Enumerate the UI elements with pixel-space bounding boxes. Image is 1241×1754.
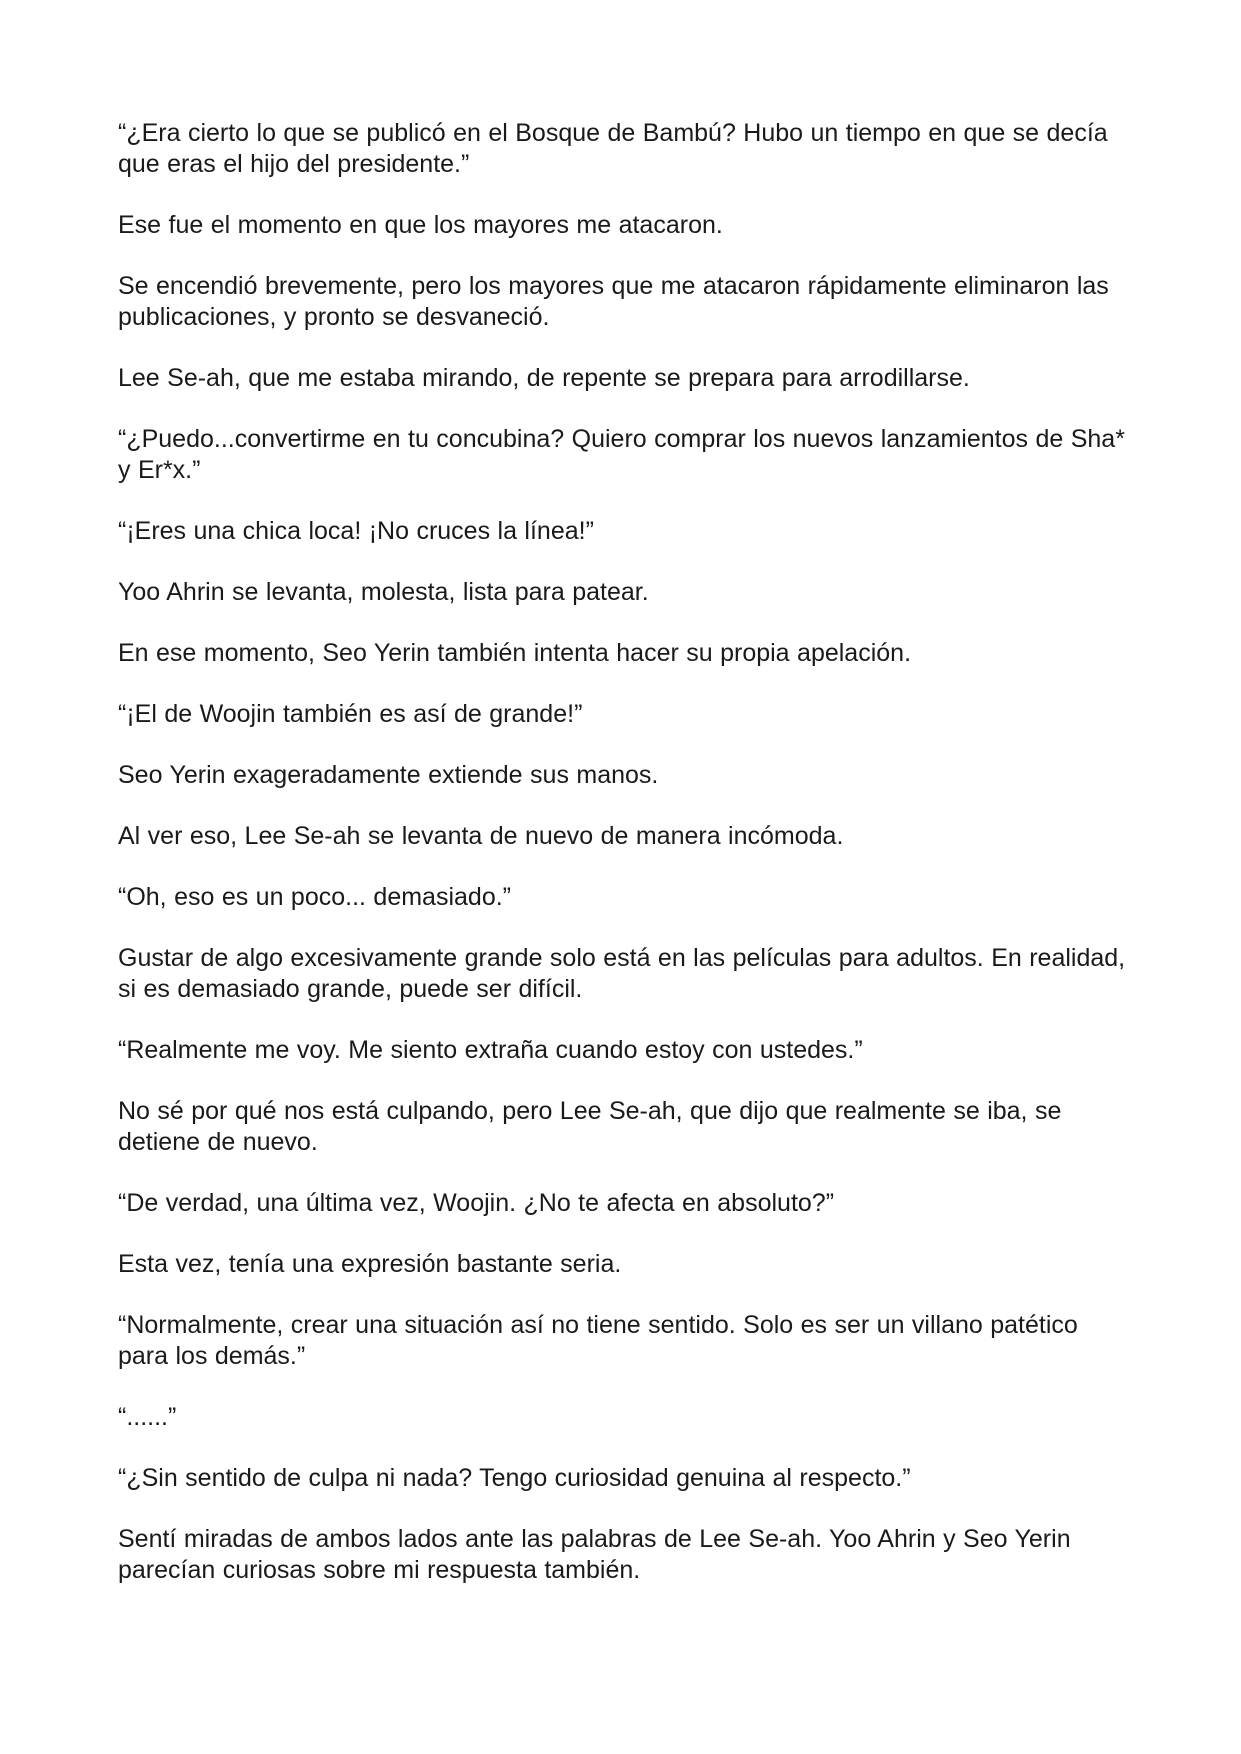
paragraph: Esta vez, tenía una expresión bastante seria.: [118, 1250, 622, 1278]
paragraph: “......”: [118, 1403, 177, 1431]
paragraph: Al ver eso, Lee Se-ah se levanta de nuevo de manera incómoda.: [118, 822, 844, 850]
paragraph: Gustar de algo excesivamente grande solo está en las películas para adultos. En realidad, si es demasiado grande, puede ser difícil.: [118, 944, 1126, 1003]
paragraph: En ese momento, Seo Yerin también intenta hacer su propia apelación.: [118, 639, 912, 667]
paragraph: “¿Puedo...convertirme en tu concubina? Quiero comprar los nuevos lanzamientos de Sha* y Er*x.”: [118, 425, 1125, 484]
paragraph: “¿Sin sentido de culpa ni nada? Tengo curiosidad genuina al respecto.”: [118, 1464, 911, 1492]
paragraph: “Oh, eso es un poco... demasiado.”: [118, 883, 511, 911]
paragraph: No sé por qué nos está culpando, pero Lee Se-ah, que dijo que realmente se iba, se detiene de nuevo.: [118, 1097, 1062, 1156]
paragraph: Se encendió brevemente, pero los mayores que me atacaron rápidamente eliminaron las publicaciones, y pronto se desvaneció.: [118, 272, 1109, 331]
paragraph: Yoo Ahrin se levanta, molesta, lista para patear.: [118, 578, 649, 606]
paragraph: “¿Era cierto lo que se publicó en el Bosque de Bambú? Hubo un tiempo en que se decía que eras el hijo del presidente.”: [118, 119, 1108, 178]
paragraph: “Realmente me voy. Me siento extraña cuando estoy con ustedes.”: [118, 1036, 863, 1064]
paragraph: “De verdad, una última vez, Woojin. ¿No te afecta en absoluto?”: [118, 1189, 835, 1217]
paragraph: Ese fue el momento en que los mayores me atacaron.: [118, 211, 723, 239]
paragraph: “¡Eres una chica loca! ¡No cruces la línea!”: [118, 517, 594, 545]
paragraph: Lee Se-ah, que me estaba mirando, de repente se prepara para arrodillarse.: [118, 364, 970, 392]
paragraph: “¡El de Woojin también es así de grande!”: [118, 700, 583, 728]
paragraph: Sentí miradas de ambos lados ante las palabras de Lee Se-ah. Yoo Ahrin y Seo Yerin parecían curiosas sobre mi respuesta también.: [118, 1525, 1071, 1584]
paragraph: Seo Yerin exageradamente extiende sus manos.: [118, 761, 659, 789]
paragraph: “Normalmente, crear una situación así no tiene sentido. Solo es ser un villano patético para los demás.”: [118, 1311, 1078, 1370]
